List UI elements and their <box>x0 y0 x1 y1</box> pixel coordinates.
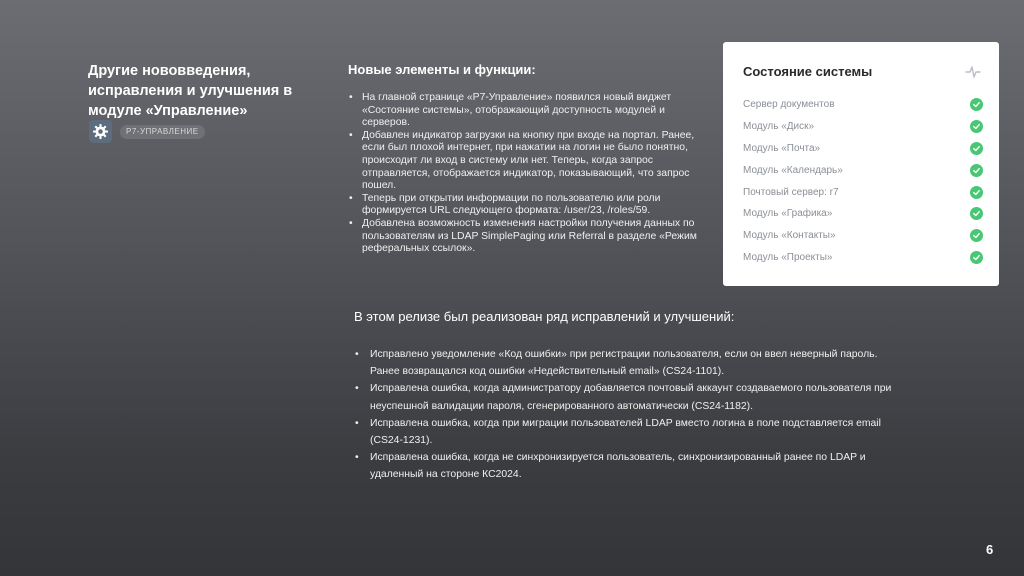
widget-title: Состояние системы <box>743 64 873 79</box>
status-row-label: Модуль «Календарь» <box>743 164 843 176</box>
slide-title: Другие нововведения, исправления и улучшения в модуле «Управление» <box>88 63 293 119</box>
list-item: • Добавлена возможность изменения настройки получения данных по пользователям из LDAP SimplePaging или Referral в разделе «Режим реферальных ссылок». <box>348 218 710 256</box>
fixes-list <box>354 346 894 484</box>
status-row <box>743 203 983 225</box>
status-list <box>743 94 983 268</box>
status-row-label: Модуль «Почта» <box>743 142 821 154</box>
list-item: • Добавлен индикатор загрузки на кнопку при входе на портал. Ранее, если был плохой интернет, при нажатии на логин не было понятно, происходит ли вход в систему или нет. Теперь, когда запрос отправляется, отображается индикатор, показывающий, что запрос пошел. <box>348 130 710 193</box>
module-tag <box>89 120 205 143</box>
check-icon <box>970 142 983 155</box>
status-row-label: Сервер документов <box>743 99 835 111</box>
check-icon <box>970 164 983 177</box>
status-row <box>743 159 983 181</box>
check-icon <box>970 186 983 199</box>
list-item: • На главной странице «Р7-Управление» появился новый виджет «Состояние системы», отображающий доступность модулей и серверов. <box>348 92 710 130</box>
list-item: • Исправлена ошибка, когда не синхронизируется пользователь, синхронизированный ранее по LDAP и удаленный на стороне КС2024. <box>354 449 894 483</box>
page-number: 6 <box>986 542 994 557</box>
gear-icon <box>89 120 112 143</box>
check-icon <box>970 98 983 111</box>
pulse-icon[interactable] <box>965 64 981 80</box>
status-row <box>743 138 983 160</box>
status-row-label: Модуль «Графика» <box>743 208 833 220</box>
status-row-label: Модуль «Диск» <box>743 121 815 133</box>
status-row <box>743 94 983 116</box>
check-icon <box>970 120 983 133</box>
status-row <box>743 225 983 247</box>
status-row <box>743 181 983 203</box>
list-item: • Исправлена ошибка, когда администратору добавляется почтовый аккаунт создаваемого пользователя при неуспешной валидации пароля, сгенерированного автоматически (CS24-1182). <box>354 380 894 414</box>
status-row-label: Модуль «Проекты» <box>743 251 833 263</box>
list-item: • Теперь при открытии информации по пользователю или роли формируется URL следующего формата: /user/23, /roles/59. <box>348 193 710 218</box>
check-icon <box>970 207 983 220</box>
list-item: • Исправлено уведомление «Код ошибки» при регистрации пользователя, если он ввел неверный пароль. Ранее возвращался код ошибки «Недействительный email» (CS24-1101). <box>354 346 894 380</box>
list-item: • Исправлена ошибка, когда при миграции пользователей LDAP вместо логина в поле подставляется email (CS24-1231). <box>354 415 894 449</box>
module-badge: Р7-УПРАВЛЕНИЕ <box>120 125 205 139</box>
features-heading: Новые элементы и функции: <box>348 62 536 77</box>
check-icon <box>970 251 983 264</box>
system-status-widget <box>723 42 999 286</box>
status-row-label: Модуль «Контакты» <box>743 230 836 242</box>
check-icon <box>970 229 983 242</box>
status-row-label: Почтовый сервер: r7 <box>743 186 839 198</box>
status-row <box>743 247 983 269</box>
features-list <box>348 92 710 256</box>
status-row <box>743 116 983 138</box>
fixes-heading: В этом релизе был реализован ряд исправлений и улучшений: <box>354 309 735 324</box>
